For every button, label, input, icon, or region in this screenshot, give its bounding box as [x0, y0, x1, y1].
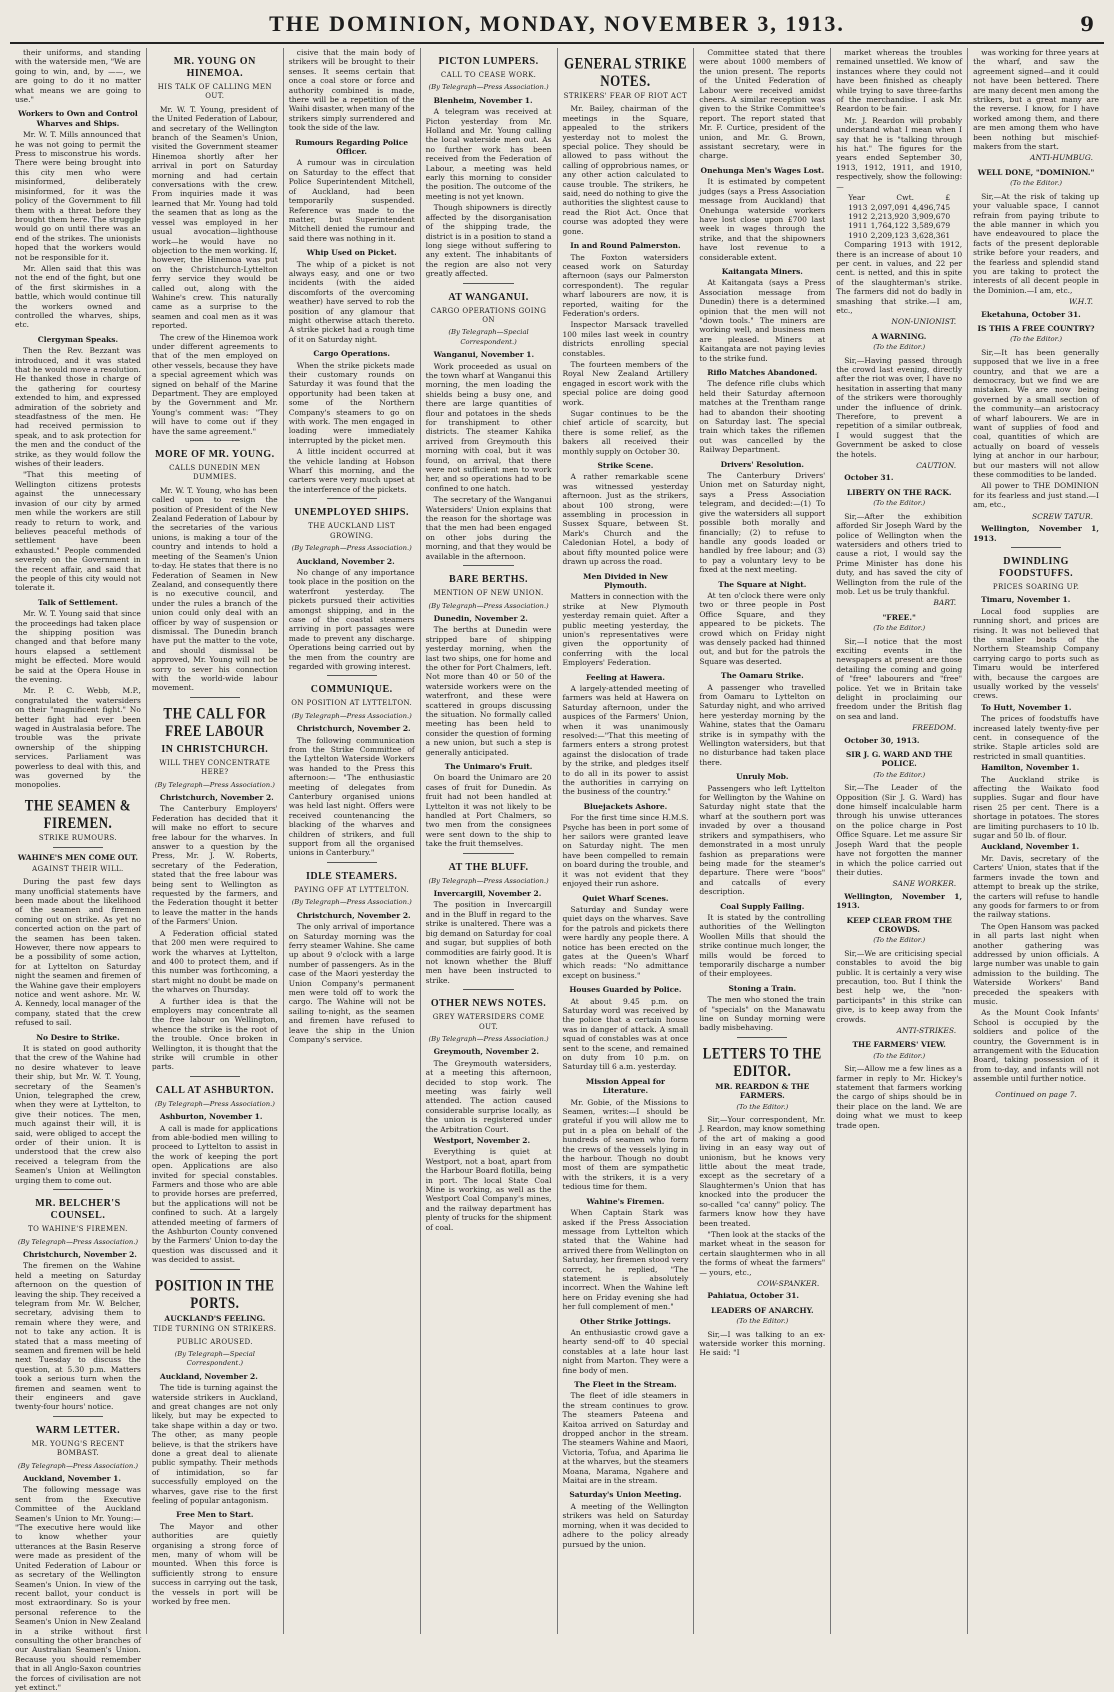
article-paragraph: Sir,—At the risk of taking up your valuable space, I cannot refrain from paying tribute to the able manner in which you have endeavoured to place the facts of the present deplorable strike before your readers, and the fearless and splendid stand you are taking to protect the interests of all decent people in the Dominion.—I am, etc.,	[973, 191, 1099, 295]
letter-signature: COW-SPANKER.	[757, 1278, 820, 1288]
article-paragraph: At about 9.45 p.m. on Saturday word was received by the police that a certain house was in danger of attack. A small squad of constables was at once sent to the scene, and remained on duty from 10 p.m. on Saturday till 6 a.m. yesterday.	[562, 996, 689, 1072]
divider	[327, 862, 377, 863]
article-paragraph: As the Mount Cook Infants' School is occupied by the soldiers and police of the country, the Government is in arrangement with the Education Board, taking possession of it from to-day, and infants will not assemble until further notice.	[973, 1008, 1099, 1084]
byline: (By Telegraph—Special Correspondent.)	[448, 328, 529, 346]
article-paragraph: Though shipowners is directly affected by the disorganisation of the shipping trade, the district is in a position to stand a long siege without suffering to any extent. The inhabitants of the region are also not very greatly affected.	[425, 203, 552, 279]
table-cell: 1913	[848, 202, 868, 212]
article-paragraph: market whereas the troubles remained unsettled. We know of instances where they could not have been finished as cheaply while trying to save three-farths of the merchandise. I ask Mr. Reardon to be fair.	[836, 48, 963, 114]
article-paragraph: Mr. W. T. Young said that since the proceedings had taken place the shipping position was changed and that before many hours elapsed a settlement might be effected. More would be said at the Opera House in the evening.	[15, 609, 141, 684]
dateline: Greymouth, November 2.	[433, 1047, 539, 1057]
divider	[53, 1189, 103, 1190]
article-paragraph: Mr. P. C. Webb, M.P., congratulated the watersiders on their "magnificent fight." No better fight had ever been waged in Australasia before. The trouble was the private ownership of the shipping services. Parliament was powerless to deal with this, and was governed by the monopolies.	[15, 686, 141, 790]
divider	[463, 283, 513, 284]
column-3	[284, 48, 421, 1634]
dateline: Ashburton, November 1.	[159, 1112, 263, 1122]
headline-young-hinemoa: MR. YOUNG ON HINEMOA.	[173, 56, 256, 79]
article-paragraph: The fourteen members of the Royal New Zealand Artillery engaged in escort work with the special police are doing good work.	[562, 359, 689, 407]
article-paragraph: All power to THE DOMINION for its fearless and just stand.—I am, etc.,	[973, 481, 1099, 510]
headline-deck: WILL THEY CONCENTRATE HERE?	[159, 758, 271, 777]
article-paragraph: When Captain Stark was asked if the Press Association message from Lyttelton which stated that the Wahine had arrived there from Wellington on Saturday, her firemen stood very correct, he replied, "The statement is absolutely incorrect. When the Wahine left here on Friday evening she had her full complement of men."	[562, 1208, 689, 1312]
article-paragraph: Mr. Allen said that this was not the end of the fight, but one of the first skirmishes in a battle, which would continue till the workers owned and controlled the wharves, ships, etc.	[15, 263, 141, 330]
article-paragraph: Work proceeded as usual on the town wharf at Wanganui this morning, the men loading the shields being a busy one, and there are large quantities of flour and potatoes in the sheds for transhipment to other districts. The steamer Kahika arrived from Greymouth this morning with coal, but it was found, on arrival, that there were not sufficient men to work her, and so operations had to be confined to one hatch.	[425, 361, 552, 493]
section-subhead: Coal Supply Failing.	[720, 901, 805, 911]
dateline: Christchurch, November 2.	[296, 910, 411, 920]
headline-sub: AUCKLAND'S FEELING.	[164, 1313, 266, 1323]
dateline: Hamilton, November 1.	[981, 763, 1080, 773]
article-paragraph: Passengers who left Lyttelton for Wellington by the Wahine on Saturday night state that the wharf at the southern port was invaded by over a thousand strikers and sympathisers, who demonstrated in a most unruly fashion as preparations were being made for the steamer's departure. There were "boos" and catcalls of every description.	[699, 783, 826, 897]
table-cell: 3,589,679	[911, 221, 951, 231]
letter-title: A WARNING.	[871, 331, 927, 341]
newspaper-columns	[10, 48, 1104, 1692]
article-paragraph: The Open Hansom was packed in all parts last night when another gathering was addressed by union officials. A large number was unable to gain admission to the building. The Waterside Workers' Band preceded the speakers with music.	[973, 921, 1099, 1006]
section-subhead: Free Men to Start.	[176, 1510, 254, 1520]
divider	[190, 440, 240, 441]
dateline: Wanganui, November 1.	[433, 350, 535, 360]
letter-title: MR. REARDON & THE FARMERS.	[715, 1081, 810, 1101]
headline-other-news: OTHER NEWS NOTES.	[430, 998, 547, 1010]
headline-dwindling-foodstuffs: DWINDLING FOODSTUFFS.	[999, 555, 1074, 579]
column-6	[694, 48, 831, 1634]
to-editor: (To the Editor.)	[736, 1102, 789, 1111]
headline-warm-letter: WARM LETTER.	[35, 1424, 121, 1436]
dateline: Blenheim, November 1.	[433, 95, 533, 105]
article-paragraph: A little incident occurred at the vehicle landing at Hobson Wharf this morning, and the carters were very much upset at the interference of the pickets.	[288, 447, 415, 494]
byline: (By Telegraph—Press Association.)	[428, 1034, 549, 1043]
divider	[463, 565, 513, 566]
article-paragraph: Sir,—I notice that the most exciting events in the newspapers at present are those detailing the coming and going of "free" labourers and "free" police. Yet we in Britain take delight in proclaiming our freedom under the British flag on sea and land.	[836, 636, 963, 721]
table-row	[836, 221, 962, 230]
table-cell: 2,209,123	[870, 230, 909, 240]
article-paragraph: Committee stated that there were about 1000 members of the union present. The reports of the United Federation of Labour were received amidst cheers. A similar reception was given to the Strike Committee's report. The report stated that Mr. F. Curtice, president of the union, and Mr. G. Brown, assistant secretary, were in charge.	[699, 48, 826, 161]
table-row	[836, 231, 962, 240]
article-paragraph: The firemen on the Wahine held a meeting on Saturday afternoon on the question of leaving the ship. They received a telegram from Mr. W. Belcher, secretary, advising them to remain where they were, and not to take any action. It is stated that a mass meeting of seamen and firemen will be held next Tuesday to discuss the question, at 5.30 p.m. Matters took a serious turn when the firemen and seamen went to their engineers and gave twenty-four hours' notice.	[15, 1261, 141, 1412]
section-subhead: Stoning a Train.	[728, 983, 797, 993]
section-subhead: Quiet Wharf Scenes.	[582, 893, 669, 903]
headline-picton-lumpers: PICTON LUMPERS.	[438, 56, 539, 67]
byline: (By Telegraph—Press Association.)	[17, 1237, 139, 1246]
section-subhead: The Oamaru Strike.	[720, 671, 804, 681]
letter-title: WELL DONE, "DOMINION."	[977, 167, 1095, 177]
table-cell: 2,213,920	[870, 211, 909, 221]
letter-signature: NON-UNIONIST.	[891, 317, 957, 327]
dateline: Christchurch, November 2.	[23, 1249, 137, 1259]
divider	[53, 847, 103, 848]
article-paragraph: A telegram was received at Picton yesterday from Mr. Holland and Mr. Young calling the local waterside men out. As no further work has been received from the Federation of Labour, a meeting was held early this morning to consider the position. The outcome of the meeting is not yet known.	[425, 107, 552, 201]
article-paragraph: The prices of foodstuffs have increased lately twenty-five per cent. in consequence of the strike. Staple articles sold are restricted in small quantities.	[973, 714, 1099, 761]
section-subhead: Bluejackets Ashore.	[583, 801, 668, 811]
article-paragraph: Everything is quiet at Westport, not a boat, apart from the Harbour Board flotilla, being in port. The local State Coal Mine is working, as well as the Westport Coal Company's mines, and the railway department has plenty of trucks for the shipment of coal.	[425, 1147, 552, 1232]
section-subhead: The Unimaro's Fruit.	[444, 762, 533, 771]
to-editor: (To the Editor.)	[873, 343, 926, 352]
headline-sub: WAHINE'S MEN COME OUT.	[17, 853, 139, 863]
table-cell: 4,496,745	[911, 202, 951, 212]
article-paragraph: their uniforms, and standing with the waterside men, "We are going to win, and, by ——, we are going to do it no matter what means we are going to use."	[15, 48, 141, 105]
article-paragraph: During the past few days many unofficial statements have been made about the likelihood of the seamen and firemen coming out on strike. As yet no concerted action on the part of the seamen has been taken. However, there now appears to be a possibility of some action, for at Lyttelton on Saturday night the seamen and firemen of the Wahine gave their employers notice and went ashore. Mr. W. A. Kennedy, local manager of the company, stated that the crew refused to sail.	[15, 877, 141, 1028]
to-editor: (To the Editor.)	[1010, 179, 1062, 188]
divider	[327, 675, 377, 676]
article-paragraph: The men who stoned the train of "specials" on the Manawatu line on Sunday morning were badly misbehaving.	[699, 995, 826, 1033]
article-paragraph: Mr. Gobie, of the Missions to Seamen, writes:—I should be grateful if you will allow me to put in a plea on behalf of the hundreds of seamen who form the crews of the vessels lying in the harbour. Though no doubt most of them are sympathetic with the strikers, it is a very tedious time for them.	[562, 1097, 689, 1192]
article-paragraph: The following message was sent from the Executive Committee of the Auckland Seamen's Union to Mr. Young:— "The executive here would like to know whether your utterances at the Basin Reserve were made as president of the United Federation of Labour or as secretary of the Wellington Seamen's Union. In view of the recent ballot, your conduct is most extraordinary. So is your personal reference to the Seamen's Union in New Zealand in a strike without first consulting the other branches of our Australian Seamen's Union. Because you should remember that in all Anglo-Saxon countries the forces of civilisation are not yet extinct."	[15, 1485, 141, 1692]
article-paragraph: Mr. W. T. Young, president of the United Federation of Labour, and secretary of the Wellington branch of the Seamen's Union, visited the Government steamer Hinemoa shortly after her arrival in port on Saturday morning and had certain conversations with the crew. From inquiries made it was learned that Mr. Young had told the seamen that as long as the vessel was employed in her usual avocation—lighthouse work—he would have no objection to the men working. If, however, the Hinemoa was put on the Christchurch-Lyttelton ferry service they would be called out, along with the Wahine's crew. This naturally came as a surprise to the seamen and coal men as it was reported.	[151, 104, 278, 331]
section-subhead: Men Divided in New Plymouth.	[583, 571, 668, 590]
divider	[190, 1269, 240, 1270]
article-paragraph: Comparing 1913 with 1912, there is an increase of about 10 per cent. in values, and 22 per cent. is netted, and this in spite of the slaughterman's strike. The farmers did not do badly in smashing that strike.—I am, etc.,	[836, 240, 963, 315]
article-paragraph: A meeting of the Wellington strikers was held on Saturday morning, when it was decided to adhere to the policy already pursued by the union.	[562, 1501, 689, 1549]
article-paragraph: "That this meeting of Wellington citizens protests against the unnecessary invasion of our city by armed men while the workers are still ready to return to work, and believes peaceful methods of settlement have been exhausted." People commended severely on the Government in the recent affair, and said that the people of this city would not tolerate it.	[15, 470, 141, 593]
headline-deck: STRIKE RUMOURS.	[38, 833, 117, 842]
section-subhead: Mission Appeal for Literature.	[585, 1076, 665, 1096]
section-subhead: Talk of Settlement.	[37, 597, 119, 607]
headline-deck: PAYING OFF AT LYTTELTON.	[294, 885, 410, 894]
article-paragraph: was working for three years at the wharf, and saw the agreement signed—and it could not have been bettered. There are many decent men among the strikers, but a great many are the reverse. I know, for I have worked among them, and there are men among them who have been nothing but mischief-makers from the start.	[973, 48, 1099, 152]
table-cell: 3,628,361	[911, 230, 951, 240]
column-1	[10, 48, 147, 1692]
article-paragraph: A rather remarkable scene was witnessed yesterday afternoon. Just as the strikers, about 100 strong, were assembling in procession in Sussex Square, between St. Mark's Church and the Caledonian Hotel, a body of about fifty mounted police were drawn up across the road.	[562, 472, 689, 567]
article-paragraph: A Federation official stated that 200 men were required to work the wharves at Lyttelton, and 400 to protect them, and if this number was forthcoming, a start might no doubt be made on the wharves on Thursday.	[151, 928, 278, 995]
divider	[327, 498, 377, 499]
headline-deck: THE AUCKLAND LIST GROWING.	[308, 522, 396, 540]
article-paragraph: A further idea is that the employers may concentrate all the free labour on Wellington, whence the strike is the root of the trouble. Once broken in Wellington, it is thought that the strike will crumble in other parts.	[151, 996, 278, 1072]
article-paragraph: The only arrival of importance on Saturday morning was the ferry steamer Wahine. She came up about 9 o'clock with a large number of passengers. As in the case of the Maori yesterday the Union Company's permanent men were told off to work the cargo. The Wahine will not be sailing to-night, as the seamen and firemen have refused to leave the ship in the Union Company's service.	[288, 922, 415, 1044]
article-paragraph: The crew of the Hinemoa work under different agreements to that of the men employed on other vessels, because they have a special agreement which was signed on behalf of the Marine Department. They are employed by the Government and Mr. Young's comment was: "They will have to come out if they have the same agreement."	[151, 332, 278, 436]
article-paragraph: A call is made for applications from able-bodied men willing to proceed to Lyttelton to assist in the work of keeping the port open. Applications are also invited for special constables. Farmers and those who are able to provide horses are preferred, but the applications will not be confined to such. At a largely attended meeting of farmers of the Ashburton County convened by the Farmers' Union to-day the question was discussed and it was decided to assist.	[151, 1123, 278, 1265]
headline-general-strike-notes: GENERAL STRIKE NOTES.	[563, 53, 687, 90]
column-8	[968, 48, 1104, 1634]
dateline: Invercargill, November 2.	[433, 889, 542, 899]
table-cell: Year	[848, 193, 866, 203]
article-paragraph: cisive that the main body of strikers will be brought to their senses. It seems certain that once a coal store or force and authority combined is made, there will be a repetition of the Waihi disaster, when many of the strikers simply surrendered and took the side of the law.	[288, 48, 415, 133]
article-paragraph: Inspector Marsack travelled 100 miles last week in country districts enrolling special constables.	[562, 320, 689, 358]
article-paragraph: Mr. W. T. Mills announced that he was not going to permit the Press to misconstrue his words. There were being brought into this city men who were misinformed, deliberately misinformed, for it was the policy of the Government to fill them with a threat before they brought them here. The struggle would go on until there was an end of the strikes. The unionists hoped that the workers would not be responsible for it.	[15, 130, 141, 262]
byline: (By Telegraph—Press Association.)	[291, 711, 412, 720]
table-row	[836, 212, 962, 221]
article-paragraph: When the strike pickets made their customary rounds on Saturday it was found that the opportunity had been taken at some of the Northern Company's steamers to go on with work. The men engaged in loading were immediately interrupted by the picket men.	[288, 360, 415, 445]
headline-deck: PUBLIC AROUSED.	[176, 1337, 253, 1346]
letter-signature: ANTI-STRIKES.	[896, 1026, 957, 1035]
divider	[463, 989, 513, 990]
article-paragraph: Mr. J. Reardon will probably understand what I mean when I say that he is "talking through his hat." The figures for the years ended September 30, 1913, 1912, 1911, and 1910, respectively, show the following:—	[836, 115, 963, 191]
article-paragraph: The whip of a picket is not always easy, and one or two incidents (with the aided discomforts of the overcoming weather) have served to rob the position of any glamour that might otherwise attach thereto. A strike picket had a rough time of it on Saturday night.	[288, 259, 415, 344]
headline-letters-to-editor: LETTERS TO THE EDITOR.	[702, 1043, 822, 1080]
byline: (By Telegraph—Press Association.)	[154, 780, 275, 789]
article-paragraph: It is estimated by competent judges (says a Press Association message from Auckland) that Onehunga waterside workers have lost close upon £700 last week in wages through the strike, and that the shipowners have lost revenue to a considerable extent.	[699, 177, 826, 262]
to-editor: (To the Editor.)	[873, 936, 926, 945]
letter-title: SIR J. G. WARD AND THE POLICE.	[845, 750, 953, 769]
article-paragraph: "Then look at the stacks of the market wheat in the season for certain slaughtermen who in all the forms of wheat the farmers" — yours, etc.,	[699, 1229, 826, 1277]
article-paragraph: Saturday and Sunday were quiet days on the wharves. Save for the patrols and pickets there were hardly any people there. A notice has been erected on the gates at the Queen's Wharf which reads: "No admittance except on business."	[562, 904, 689, 980]
table-row	[836, 203, 962, 212]
article-paragraph: Sir,—Your correspondent, Mr. J. Reardon, may know something of the art of making a good living in an easy way out of unionism, but he knows very little about the meat trade, except as the secretary of a Slaughtermen's Union that has knocked into the producer the so-called "ca' canny" policy. The farmers know how they have been treated.	[699, 1115, 826, 1228]
section-subhead: Onehunga Men's Wages Lost.	[700, 165, 825, 175]
byline: (By Telegraph—Press Association.)	[17, 1461, 139, 1470]
article-paragraph: An enthusiastic crowd gave a hearty send-off to 40 special constables at a late hour last night from Marton. They were a fine body of men.	[562, 1327, 689, 1375]
to-editor: (To the Editor.)	[873, 1051, 926, 1060]
column-7	[831, 48, 968, 1634]
divider	[463, 853, 513, 854]
headline-idle-steamers: IDLE STEAMERS.	[305, 870, 398, 882]
byline: (By Telegraph—Press Association.)	[428, 83, 549, 92]
headline-deck: TO WAHINE'S FIREMEN.	[28, 1225, 128, 1234]
letter-signature: W.H.T.	[1069, 297, 1093, 307]
headline-deck: CARGO OPERATIONS GOING ON	[430, 306, 547, 324]
article-paragraph: Mr. W. T. Young, who has been called upon to resign the position of President of the New Zealand Federation of Labour by the secretaries of the various unions, is making a tour of the country and intends to hold a meeting of the Seamen's Union to-day. He states that there is no Federation of Seamen in New Zealand, and consequently there is no executive council, and under the rules a branch of the union could only deal with an officer by way of suspension or dismissal. The Dunedin branch have put the matter to the vote, and should dismissal be approved, Mr. Young will not be sorry to sever his connection with the world-wide labour movement.	[151, 485, 278, 693]
article-paragraph: On board the Unimaro are 20 cases of fruit for Dunedin. As fruit had not been handled at Lyttelton it was not likely to be handled at Port Chalmers, so two men from the consignees were sent down to the ship to take the fruit themselves.	[425, 773, 552, 849]
letter-signature: FREEDOM.	[912, 723, 957, 733]
section-subhead: Workers to Own and Control Wharves and Ships.	[18, 109, 138, 128]
article-paragraph: Sir,—It has been generally supposed that we live in a free country, and that we are a democracy, but we find we are mistaken. We are now being governed by a small section of the community—an aristocracy of wharf labourers. We are in want of supplies of food and coal, quantities of which are actually on board of vessels lying at anchor in our harbour, but our masters will not allow these commodities to be landed.	[973, 347, 1099, 480]
dateline: Auckland, November 2.	[159, 1371, 258, 1381]
article-paragraph: Sir,—After the exhibition afforded Sir Joseph Ward by the police of Wellington when the watersiders and others tried to cause a riot, I would say the Prime Minister has done his duty, and has saved the city of Wellington from the rule of the mob. Let us be truly thankful.	[836, 511, 963, 596]
article-paragraph: The fleet of idle steamers in the stream continues to grow. The steamers Pateena and Kaitoa arrived on Saturday and dropped anchor in the stream. The steamers Wahine and Maori, Victoria, Tofua, and Aparima lie at the wharves, but the steamers Moana, Marama, Ngahere and Maitai are in the stream.	[562, 1391, 689, 1486]
letter-title: LIBERTY ON THE RACK.	[846, 487, 952, 497]
section-subhead: The Square at Night.	[718, 579, 807, 589]
page-number: 9	[1080, 12, 1094, 36]
article-paragraph: The tide is turning against the waterside strikers in Auckland, and great changes are not only likely, but may be expected to take shape within a day or two. The other, as many people believe, is that the strikers have done a great deal to alienate public sympathy. Their methods of intimidation, so far successfully employed on the wharves, gave rise to the first feeling of popular antagonism.	[151, 1383, 278, 1505]
article-paragraph: For the first time since H.M.S. Psyche has been in port some of her sailors were granted leave on Saturday night. The men have been compelled to remain on board during the trouble, and it was not evident that they enjoyed their run ashore.	[562, 813, 689, 889]
dateline: To Hutt, November 1.	[981, 702, 1072, 712]
dateline: Wellington, November 1, 1913.	[973, 524, 1099, 543]
headline-deck: AGAINST THEIR WILL.	[32, 864, 124, 873]
divider	[737, 1037, 787, 1038]
headline-belcher: MR. BELCHER'S COUNSEL.	[35, 1198, 121, 1222]
section-subhead: In and Round Palmerston.	[570, 241, 681, 251]
column-5	[558, 48, 695, 1634]
headline-seamen-firemen: THE SEAMEN & FIREMEN.	[24, 795, 132, 832]
article-paragraph: The Auckland strike is affecting the Waikato food supplies. Sugar and flour have risen 25 per cent. There is a shortage in potatoes. The stores are limiting purchasers to 10 lb. sugar and 50 lb. of flour.	[973, 774, 1099, 841]
to-editor: (To the Editor.)	[873, 499, 926, 508]
headline-deck: PRICES SOARING UP.	[992, 582, 1080, 591]
article-paragraph: Local food supplies are running short, and prices are rising. It was not believed that the smaller boats of the Northern Steamship Company carrying cargo to ports such as Timaru would be interfered with, because the cargoes are usually worked by the vessels' crews.	[973, 606, 1099, 701]
headline-deck: STRIKERS' FEAR OF RIOT ACT	[563, 92, 688, 100]
table-cell: 1912	[848, 211, 868, 221]
article-paragraph: A largely-attended meeting of farmers was held at Hawera on Saturday afternoon, under the auspices of the Farmers' Union, when it was unanimously resolved:—"That this meeting of farmers enters a strong protest against the dislocation of trade by the strike, and pledges itself to do all in its power to assist the authorities in carrying on the business of the country."	[562, 683, 689, 797]
table-cell: £	[945, 193, 951, 203]
letter-title: LEADERS OF ANARCHY.	[711, 1305, 814, 1315]
letter-title: THE FARMERS' VIEW.	[852, 1040, 946, 1050]
section-subhead: Clergyman Speaks.	[37, 334, 119, 344]
dateline: Timaru, November 1.	[981, 595, 1071, 605]
article-paragraph: The Foxton watersiders ceased work on Saturday afternoon (says our Palmerston correspondent). The regular wharf labourers are now, it is reported, waiting for the Federation's orders.	[562, 252, 689, 318]
section-subhead: Cargo Operations.	[313, 349, 390, 359]
article-paragraph: The Greymouth watersiders, at a meeting this afternoon, decided to stop work. The meeting was fairly well attended. The action caused considerable surprise locally, as the union is registered under the Arbitration Court.	[425, 1058, 552, 1134]
dateline: Westport, November 2.	[433, 1136, 531, 1145]
headline-unemployed-ships: UNEMPLOYED SHIPS.	[294, 507, 409, 519]
table-cell: 1910	[848, 230, 868, 240]
dateline: Auckland, November 2.	[296, 556, 395, 566]
continued-note: Continued on page 7.	[995, 1089, 1077, 1099]
letter-title: "FREE."	[882, 612, 916, 622]
headline-deck: CALL TO CEASE WORK.	[440, 71, 537, 79]
section-subhead: Drivers' Resolution.	[720, 459, 805, 469]
section-subhead: Feeling at Hawera.	[585, 672, 665, 682]
byline: (By Telegraph—Press Association.)	[291, 898, 412, 907]
headline-deck: ON POSITION AT LYTTELTON.	[291, 699, 413, 708]
headline-at-bluff: AT THE BLUFF.	[448, 861, 529, 873]
byline: (By Telegraph—Press Association.)	[428, 601, 549, 610]
article-paragraph: At ten o'clock there were only two or three people in Post Office Square, and they appeared to be pickets. The crowd which on Friday night was densely packed had thinned out, and but for the patrols the Square was deserted.	[699, 590, 826, 666]
headline-deck: MENTION OF NEW UNION.	[433, 589, 544, 598]
headline-deck: CALLS DUNEDIN MEN DUMMIES.	[169, 464, 261, 482]
article-paragraph: Sir,—We are criticising special constables to avoid the big public. It is certainly a very wise precaution, too. But I think the best help we, the "non-participants" in this strike can give, is to keep away from the crowds.	[836, 948, 963, 1024]
section-subhead: Saturday's Union Meeting.	[569, 1490, 682, 1500]
headline-bare-berths: BARE BERTHS.	[449, 574, 529, 586]
dateline: Christchurch, November 2.	[159, 793, 274, 802]
headline-deck: MR. YOUNG'S RECENT BOMBAST.	[31, 1439, 125, 1458]
headline-wanganui: AT WANGANUI.	[448, 291, 529, 303]
byline: (By Telegraph—Press Association.)	[291, 544, 412, 553]
table-cell: Cwt.	[896, 193, 914, 203]
to-editor: (To the Editor.)	[736, 1317, 789, 1326]
section-subhead: Whip Used on Picket.	[306, 248, 397, 258]
article-paragraph: It is stated by the controlling authorities of the Wellington Woollen Mills that should the strike continue much longer, the mills would be forced to temporarily discharge a number of their employees.	[699, 912, 826, 979]
to-editor: (To the Editor.)	[873, 624, 926, 633]
to-editor: (To the Editor.)	[1010, 335, 1062, 344]
article-paragraph: Mr. Davis, secretary of the Carters' Union, states that if the farmers invade the town and attempt to break up the strike, the carters will refuse to handle any goods for farmers to or from the railway stations.	[973, 853, 1099, 920]
section-subhead: Other Strike Jottings.	[579, 1316, 671, 1326]
article-paragraph: Mr. Bailey, chairman of the meetings in the Square, appealed to the strikers yesterday not to molest the special police. They should be allowed to pass without the calling of opprobrious names, or any other action calculated to cause trouble. The strikers, he said, need do nothing to give the authorities the slightest cause to read the Riot Act. Once that course was adopted they were gone.	[562, 104, 689, 236]
article-paragraph: Sir,—The Leader of the Opposition (Sir J. G. Ward) has done himself incalculable harm through his unwise utterances on the police charge in Post Office Square. Let me assure Sir Joseph Ward that the people have not forgotten the manner in which the police carried out their duties.	[836, 783, 963, 877]
letter-signature: SCREW TATUR.	[1031, 511, 1093, 521]
article-paragraph: A passenger who travelled from Oamaru to Lyttelton on Saturday night, and who arrived here yesterday morning by the Wahine, states that the Oamaru strike is in sympathy with the Wellington watersiders, but that no disturbance had taken place there.	[699, 682, 826, 767]
letter-signature: ANTI-HUMBUG.	[1030, 153, 1093, 163]
article-paragraph: Matters in connection with the strike at New Plymouth yesterday remain quiet. After a public meeting yesterday, the union's representatives were given the opportunity of conferring with the local Employers' Federation.	[562, 592, 689, 668]
byline: (By Telegraph—Press Association.)	[154, 1099, 275, 1108]
article-paragraph: The berths at Dunedin were stripped bare of shipping yesterday morning, when the last two ships, one for home and the other for Port Chalmers, left. Not more than 40 or 50 of the waterside workers were on the waterfront, and these were scattered in groups discussing the situation. No formally called meeting has been held to consider the question of forming a new union, but such a step is generally anticipated.	[425, 625, 552, 757]
article-paragraph: Sir,—Allow me a few lines as a farmer in reply to Mr. Hickey's statement that farmers working the cargo of ships should be in their place on the land. We are doing what we must to keep trade open.	[836, 1064, 963, 1130]
table-header	[836, 193, 962, 202]
divider	[190, 697, 240, 698]
article-paragraph: The following communication from the Strike Committee of the Lyttelton Waterside Workers was handed to the Press this afternoon:— "The enthusiastic meeting of delegates from Canterbury organised unions was held last night. Offers were received countenancing the blacking of the wharves and children of strikers, and full support from all the organised unions in Canterbury."	[288, 735, 415, 858]
article-paragraph: The Mayor and other authorities are quietly organising a strong force of men, many of whom will be mounted. When this force is sufficiently strong to ensure success in carrying out the task, the vessels in port will be worked by free men.	[151, 1521, 278, 1607]
newspaper-title: THE DOMINION, MONDAY, NOVEMBER 3, 1913.	[269, 11, 845, 36]
table-cell: 2,097,091	[870, 202, 909, 212]
article-paragraph: Sugar continues to be the chief article of scarcity, but there is some relief, as the bakers all received their monthly supply on October 30.	[562, 409, 689, 456]
section-subhead: The Fleet in the Stream.	[574, 1380, 677, 1389]
column-4	[421, 48, 558, 1634]
divider	[53, 1416, 103, 1417]
headline-communique: COMMUNIQUE.	[310, 684, 393, 696]
article-paragraph: At Kaitangata (says a Press Association message from Dunedin) there is a determined opinion that the men will not "down tools." The miners are working well, and business men are pleased. Miners at Kaitangata are not paying levies to the strike fund.	[699, 278, 826, 363]
letter-signature: BART.	[933, 598, 957, 608]
divider	[190, 1076, 240, 1077]
dateline: October 31.	[844, 473, 894, 483]
section-subhead: Rumours Regarding Police Officer.	[295, 137, 409, 157]
table-cell: 1,764,122	[870, 221, 909, 231]
section-subhead: No Desire to Strike.	[36, 1032, 120, 1042]
headline-position-ports: POSITION IN THE PORTS.	[155, 1274, 275, 1312]
article-paragraph: No change of any importance took place in the position on the waterfront yesterday. The pickets pursued their activities amongst shipping, and in the case of the coastal steamers arriving in port passages were made to prevent any discharge. Operations being carried out by the men from the country are regarded with growing interest.	[288, 567, 415, 671]
article-paragraph: The Canterbury Drivers' Union met on Saturday night, says a Press Association telegram, and decided:—(1) To give the watersiders all support possible both morally and financially; (2) to refuse to handle any goods loaded or handled by free labour; and (3) to pay a voluntary levy to be fixed at the next meeting.	[699, 471, 826, 575]
table-cell: 1911	[848, 221, 868, 231]
headline-more-young: MORE OF MR. YOUNG.	[154, 449, 275, 461]
byline: (By Telegraph—Special Correspondent.)	[174, 1349, 255, 1368]
article-paragraph: Sir,—Having passed through the crowd last evening, directly after the riot was over, I have no hesitation in asserting that many of the strikers were thoroughly under the influence of drink. Therefore, to prevent a repetition of a similar outbreak, I would suggest that the Government be asked to close the hotels.	[836, 355, 963, 459]
letter-signature: CAUTION.	[916, 461, 957, 471]
table-cell: 3,909,670	[911, 211, 951, 221]
letter-title: KEEP CLEAR FROM THE CROWDS.	[846, 915, 952, 934]
dateline: Dunedin, November 2.	[433, 613, 528, 623]
headline-deck: HIS TALK OF CALLING MEN OUT.	[157, 83, 272, 101]
section-subhead: Unruly Mob.	[736, 772, 789, 782]
article-paragraph: The secretary of the Wanganui Watersiders' Union explains that the reason for the shortage was that the men had been engaged on other jobs during the morning, and that they would be available in the afternoon.	[425, 495, 552, 561]
to-editor: (To the Editor.)	[873, 770, 926, 779]
headline-christchurch: IN CHRISTCHURCH.	[161, 743, 269, 755]
byline: (By Telegraph—Press Association.)	[428, 876, 549, 885]
article-paragraph: The position in Invercargill and in the Bluff in regard to the strike is unaltered. There was a big demand on Saturday for coal and sugar, but supplies of both commodities are fairly good. It is not known whether the Bluff men have been instructed to strike.	[425, 900, 552, 985]
dateline: Wellington, November 1, 1913.	[836, 891, 963, 911]
article-paragraph: The Canterbury Employers' Federation has decided that it will make no effort to secure free labour for the wharves. In answer to a question by the Press, Mr. J. W. Roberts, secretary of the Federation, stated that the free labour was being sent to Wellington as requested by the farmers, and the Federation thought it better to leave the matter in the hands of the Farmers' Union.	[151, 804, 278, 927]
article-paragraph: Then the Rev. Bezzant was introduced, and it was stated that he would move a resolution. He thanked those in charge of the gathering for courtesy extended to him, and expressed admiration of the sobriety and steadfastness of the men. He had received permission to speak, and to ask protection for the men and the conduct of the strike, as they would follow the wishes of their leaders.	[15, 346, 141, 469]
column-2	[147, 48, 284, 1634]
letter-title: IS THIS A FREE COUNTRY?	[977, 323, 1095, 333]
section-subhead: Strike Scene.	[597, 461, 654, 471]
divider	[1011, 547, 1061, 548]
dateline: October 30, 1913.	[844, 735, 920, 745]
headline-deck: TIDE TURNING ON STRIKERS.	[153, 1325, 277, 1334]
dateline: Christchurch, November 2.	[296, 724, 411, 734]
dateline: Auckland, November 1.	[23, 1474, 121, 1484]
headline-free-labour: THE CALL FOR FREE LABOUR	[163, 703, 267, 740]
article-paragraph: Sir,—I was talking to an ex-waterside worker this morning. He said: "I	[699, 1329, 826, 1358]
masthead	[10, 6, 1104, 44]
section-subhead: Wahine's Firemen.	[586, 1196, 665, 1206]
section-subhead: Kaitangata Miners.	[721, 266, 803, 276]
dateline: Pahiatua, October 31.	[707, 1291, 800, 1301]
section-subhead: Riflo Matches Abandoned.	[707, 368, 818, 377]
dateline: Eketahuna, October 31.	[981, 309, 1081, 319]
headline-ashburton: CALL AT ASHBURTON.	[155, 1084, 275, 1096]
article-paragraph: A rumour was in circulation on Saturday to the effect that Police Superintendent Mitchell, of Auckland, had been temporarily suspended. Reference was made to the matter, but Superintendent Mitchell denied the rumour and said there was nothing in it.	[288, 158, 415, 243]
dateline: Auckland, November 1.	[981, 842, 1080, 852]
letter-signature: SANE WORKER.	[892, 879, 957, 889]
headline-deck: GREY WATERSIDERS COME OUT.	[432, 1013, 545, 1031]
section-subhead: Houses Guarded by Police.	[569, 985, 682, 995]
article-paragraph: It is stated on good authority that the crew of the Wahine had no desire whatever to leave their ship, but Mr. W. T. Young, secretary of the Seamen's Union, telegraphed the crew, when they were at Lyttelton, to give their notices. The men, much against their will, it is said, were obliged to accept the order of their union. It is understood that the crew also received a telegram from the Seamen's Union at Wellington urging them to come out.	[15, 1044, 141, 1185]
article-paragraph: The defence rifle clubs which held their Saturday afternoon matches at the Trentham range had to abandon their shooting on Saturday last. The special train which takes the riflemen out was cancelled by the Railway Department.	[699, 379, 826, 455]
